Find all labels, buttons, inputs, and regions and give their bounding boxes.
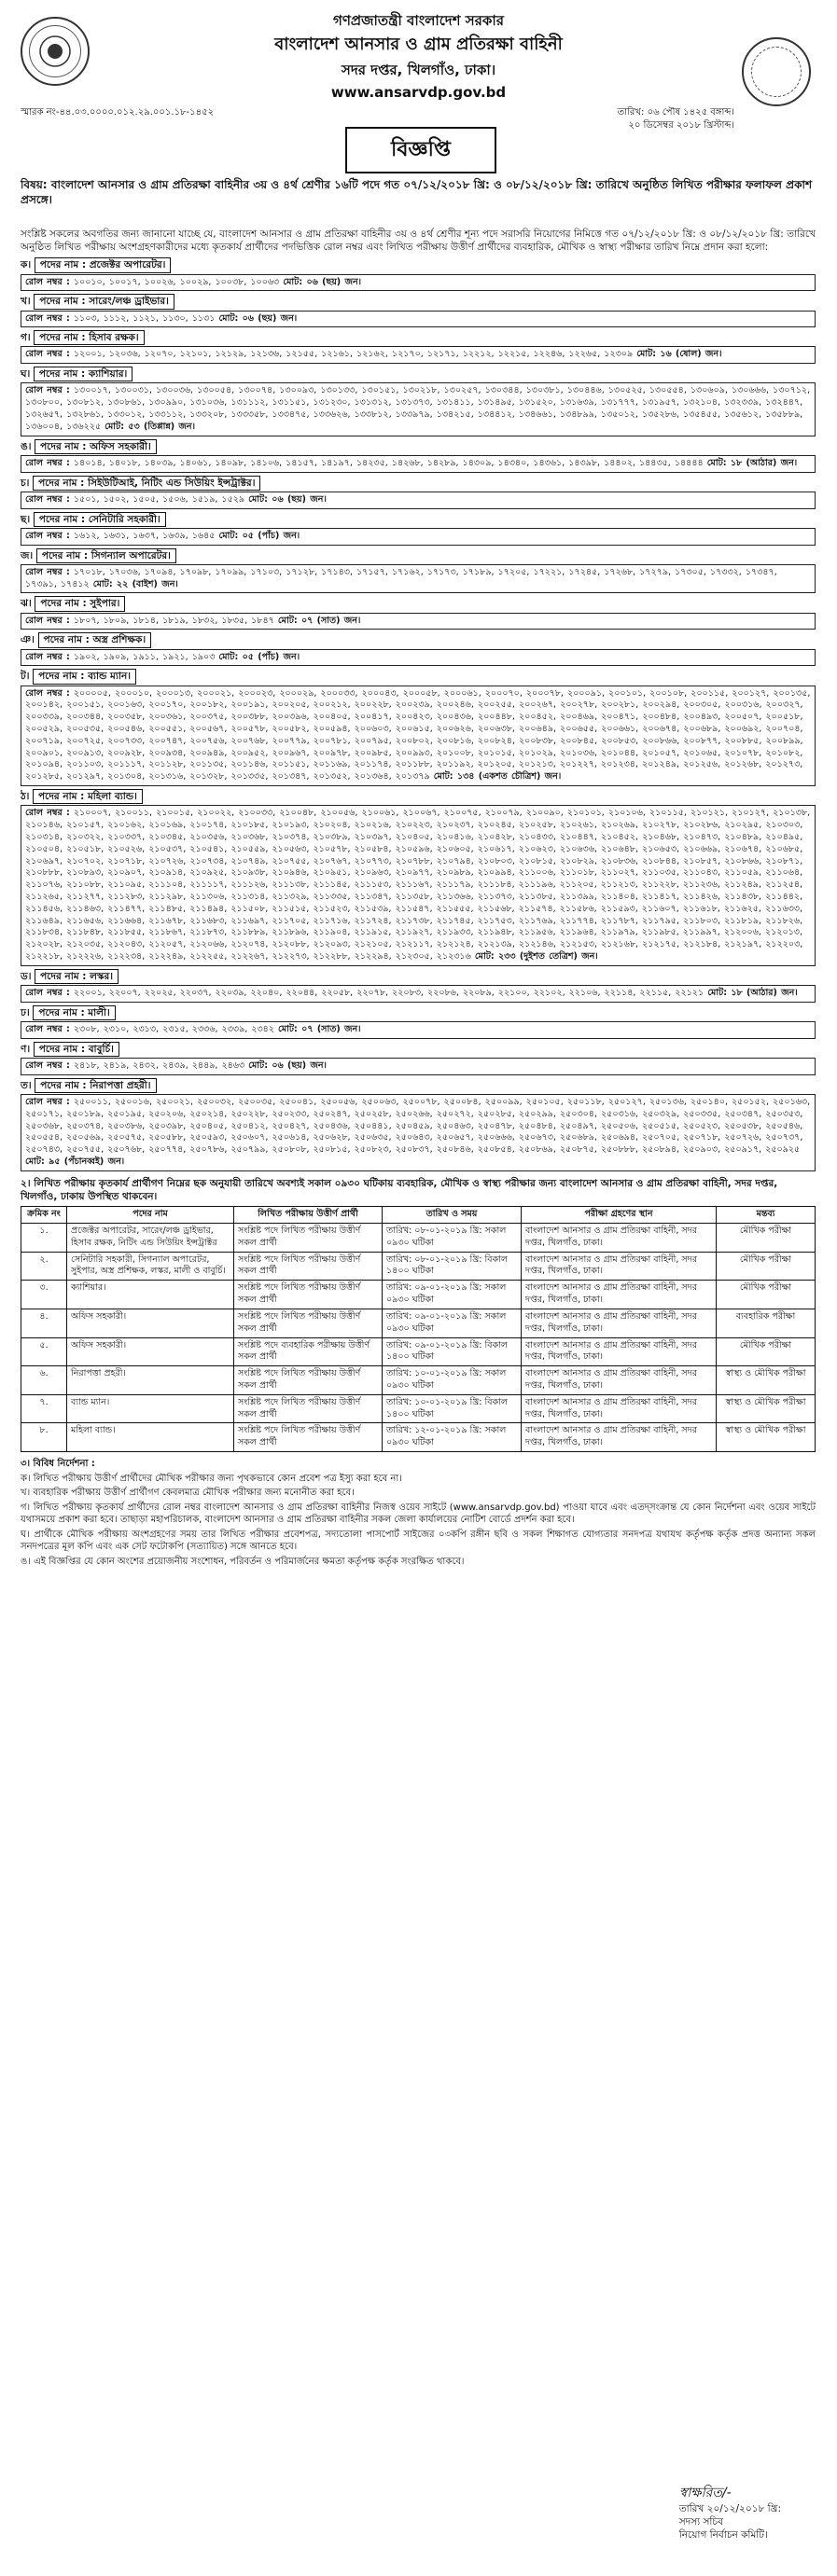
table-row <box>21 1337 816 1366</box>
roll-label: রোল নম্বর : <box>25 1096 70 1107</box>
post-title <box>21 512 816 527</box>
roll-numbers: ১২০০১, ১২০৩৬, ১২০৭০, ১২১০১, ১২১২৯, ১২১৩৬, ১২১৫৫, ১২১৬১, ১২১৬২, ১২১৭০, ১২১৭১, ১২২১২, ১২২১৫, ১২২৪৬, ১২২৬৫, ১২৩০৯ <box>73 349 634 360</box>
table-row <box>21 1394 816 1423</box>
roll-numbers: ২০০০০৫, ২০০০১০, ২০০০১৩, ২০০০২১, ২০০০২৩, ২০০০২৯, ২০০০৩৩, ২০০০৪৩, ২০০০৫৮, ২০০০৬১, ২০০০৭০, ২০০০৭৮, ২০০০৯১, ২০০১০১, ২০০১০৮, ২০০১১৫, ২০০১২৭, ২০০১৩৫, ২০০১৪২, ২০০১৫১, ২০০১৬৩, ২০০১৭০, ২০০১৮২, ২০০১৯১, ২০০২০৫, ২০০২১২, ২০০২২৮, ২০০২৩৯, ২০০২৪৬, ২০০২৫৫, ২০০২৬৭, ২০০২৭৮, ২০০২৮১, ২০০২৯৪, ২০০৩০৫, ২০০৩১৬, ২০০৩২৭, ২০০৩৩৯, ২০০৩৪৪, ২০০৩৫৮, ২০০৩৬১, ২০০৩৭৫, ২০০৩৮৮, ২০০৩৯৬, ২০০৪০৫, ২০০৪১৭, ২০০৪২৩, ২০০৪৩৬, ২০০৪৪৮, ২০০৪৫২, ২০০৪৬৯, ২০০৪৭১, ২০০৪৮৪, ২০০৪৯৩, ২০০৫০৭, ২০০৫১৮, ২০০৫২৯, ২০০৫৩৫, ২০০৫৪৬, ২০০৫৫১, ২০০৫৬৭, ২০০৫৭৮, ২০০৫৮২, ২০০৫৯৪, ২০০৬০৩, ২০০৬১৫, ২০০৬২৬, ২০০৬৩৮, ২০০৬৪৯, ২০০৬৫৫, ২০০৬৬১, ২০০৬৭৪, ২০০৬৮৯, ২০০৬৯২, ২০০৭০৪, ২০০৭১৯, ২০০৭২৫, ২০০৭৩৩, ২০০৭৪৭, ২০০৭৫৬, ২০০৭৬৮, ২০০৭৭৯, ২০০৭৮১, ২০০৭৯৫, ২০০৮০২, ২০০৮১৬, ২০০৮২৪, ২০০৮৩৮, ২০০৮৪৫, ২০০৮৫৩, ২০০৮৬৬, ২০০৮৭৭, ২০০৮৮৫, ২০০৮৯৯, ২০০৯০১, ২০০৯১৩, ২০০৯২৮, ২০০৯৩৪, ২০০৯৪৯, ২০০৯৫২, ২০০৯৬৭, ২০০৯৭৮, ২০০৯৮৫, ২০০৯৯৩, ২০১০০৮, ২০১০১৫, ২০১০২৯, ২০১০৩৬, ২০১০৪৪, ২০১০৫৭, ২০১০৬৫, ২০১০৭৮, ২০১০৮২, ২০১০৯৪, ২০১১০৩, ২০১১১৭, ২০১১২৮, ২০১১৩৫, ২০১১৪৬, ২০১১৫১, ২০১১৬৯, ২০১১৭৪, ২০১১৮৮, ২০১১৯২, ২০১২০৫, ২০১২১৩, ২০১২২৭, ২০১২৩৪, ২০১২৪৯, ২০১২৫৬, ২০১২৬৮, ২০১২৭৩, ২০১২৮৫, ২০১২৯৭, ২০১৩০৪, ২০১৩১৬, ২০১৩২৮, ২০১৩৩৫, ২০১৩৪৭, ২০১৩৫২, ২০১৩৬৪, ২০১৩৭৯ <box>25 687 811 782</box>
roll-list <box>21 311 816 328</box>
roll-list <box>21 564 816 594</box>
post-block <box>21 548 816 594</box>
org-name: বাংলাদেশ আনসার ও গ্রাম প্রতিরক্ষা বাহিনী <box>274 35 563 55</box>
cell-post: ক্যাশিয়ার। <box>67 1281 234 1309</box>
cell-venue: বাংলাদেশ আনসার ও গ্রাম প্রতিরক্ষা বাহিনী, সদর দপ্তর, খিলগাঁও, ঢাকা। <box>522 1281 717 1309</box>
roll-label: রোল নম্বর : <box>25 808 70 819</box>
post-index: ত। <box>21 1079 32 1091</box>
post-name: পদের নাম : সুইপার। <box>35 596 125 611</box>
post-block <box>21 330 816 364</box>
roll-numbers: ১৬১২, ১৬৩১, ১৬৩৭, ১৬৩৯, ১৬৪৫ <box>73 530 216 541</box>
website-url[interactable]: www.ansarvdp.gov.bd <box>330 83 507 101</box>
subject-line: বিষয়: বাংলাদেশ আনসার ও গ্রাম প্রতিরক্ষা বাহিনীর ৩য় ও ৪র্থ শ্রেণীর ১৬টি পদে গত ০৭/১২/২০১৮ খ্রি: ও ০৮/১২/২০১৮ খ্রি: তারিখে অনুষ্ঠিত লিখিত পরীক্ষার ফলাফল প্রকাশ প্রসঙ্গে। <box>21 178 813 207</box>
cell-candidates: সংশ্লিষ্ট পদে লিখিত পরীক্ষায় উত্তীর্ণ সকল প্রার্থী <box>234 1309 383 1337</box>
instruction-item: ক। লিখিত পরীক্ষায় উত্তীর্ণ প্রার্থীদের মৌখিক পরীক্ষার জন্য পৃথকভাবে কোন প্রবেশ পত্র ইস্যু করা হবে না। <box>21 1473 402 1484</box>
roll-total: মোট: ২২ (বাইশ) জন। <box>92 578 178 589</box>
roll-total: মোট: ০৬ (ছয়) জন। <box>218 312 298 324</box>
post-title <box>21 789 816 804</box>
post-name: পদের নাম : সেনিটারি সহকারী। <box>34 512 166 527</box>
cell-serial: ৬. <box>21 1366 67 1395</box>
cell-remarks: স্বাস্থ্য ও মৌখিক পরীক্ষা <box>717 1394 816 1423</box>
instruction-item: ঘ। প্রার্থীকে মৌখিক পরীক্ষায় অংশগ্রহণের সময় তার লিখিত পরীক্ষার প্রবেশপত্র, সদ্যতোলা পাসপোর্ট সাইজের ০৩কপি রঙ্গীন ছবি ও সকল শিক্ষাগত যোগ্যতার সনদপত্র যথাযথ কর্তৃপক্ষ কর্তৃক প্রদত্ত অন্যান্য সকল সনদপত্রের মূল কপি এবং এক সেট ফটোকপি (সত্যায়িত) সঙ্গে আনতে হবে। <box>21 1529 816 1552</box>
roll-label: রোল নম্বর : <box>25 457 70 468</box>
post-title <box>21 632 816 647</box>
roll-list <box>21 613 816 630</box>
cell-candidates: সংশ্লিষ্ট পদে লিখিত পরীক্ষায় উত্তীর্ণ সকল প্রার্থী <box>234 1366 383 1395</box>
roll-label: রোল নম্বর : <box>25 615 70 626</box>
post-block <box>21 1078 816 1171</box>
post-block <box>21 669 816 786</box>
roll-total: মোট: ০৭ (সাত) জন। <box>278 1024 361 1034</box>
roll-total: মোট: ০৫ (পাঁচ) জন। <box>218 530 300 541</box>
section-2-text: ২। লিখিত পরীক্ষায় কৃতকার্য প্রার্থীগণ নিম্নের ছক অনুযায়ী তারিখে অবশ্যই সকাল ০৯৩০ ঘটিকায় ব্যবহারিক, মৌখিক ও স্বাস্থ্য পরীক্ষার জন্য বাংলাদেশ আনসার ও গ্রাম প্রতিরক্ষা বাহিনী, সদর দপ্তর, খিলগাঁও, ঢাকায় উপস্থিত থাকবেন। <box>21 1177 778 1203</box>
roll-numbers: ১৮০৭, ১৮০৯, ১৮১৪, ১৮১৯, ১৮৩২, ১৮৩৫, ১৮৪৭ <box>73 615 274 626</box>
post-index: জ। <box>21 549 34 561</box>
cell-remarks: মৌখিক পরীক্ষা <box>717 1224 816 1253</box>
post-index: ক। <box>21 259 32 271</box>
table-row <box>21 1366 816 1395</box>
roll-total: মোট: ১৮ (আঠার) জন। <box>706 457 798 468</box>
exam-schedule-table <box>21 1206 816 1452</box>
cell-serial: ৮. <box>21 1423 67 1452</box>
post-block <box>21 969 816 1003</box>
instructions-heading: ৩। বিবিধ নির্দেশনা : <box>21 1459 95 1469</box>
post-name: পদের নাম : নিরাপত্তা প্রহরী। <box>35 1078 156 1093</box>
post-index: ঝ। <box>21 598 32 610</box>
post-index: গ। <box>21 332 31 344</box>
hq-address: সদর দপ্তর, খিলগাঁও, ঢাকা। <box>341 61 496 78</box>
post-index: খ। <box>21 296 31 308</box>
date-bangla: ০৬ পৌষ ১৪২৫ বঙ্গাব্দ। <box>647 107 734 118</box>
roll-total: মোট: ৫৩ (তিপ্পান্ন) জন। <box>105 421 196 432</box>
roll-label: রোল নম্বর : <box>25 566 70 577</box>
roll-total: মোট: ১৩৪ (একশত চৌত্রিশ) জন। <box>433 771 562 782</box>
roll-numbers: ১৭০১৮, ১৭০৩৬, ১৭০৯৪, ১৭০৯৮, ১৭০৯৯, ১৭১০৩, ১৭১২৮, ১৭১৪৩, ১৭১৫৭, ১৭১৬২, ১৭১৭৩, ১৭১৮৯, ১৭২০৫, ১৭২২১, ১৭২৪৫, ১৭২৬৮, ১৭২৭৯, ১৭৩০৫, ১৭৩৩২, ১৭৩৪৭, ১৭৩৯১, ১৭৪১২ <box>25 566 777 589</box>
cell-datetime: তারিখ: ০৮-০১-২০১৯ খ্রি: সকাল ০৯৩০ ঘটিকা <box>383 1224 522 1253</box>
roll-list <box>21 528 816 546</box>
letterhead <box>0 0 837 103</box>
cell-post: অফিস সহকারী। <box>67 1337 234 1366</box>
col-remarks: মন্তব্য <box>717 1207 816 1224</box>
post-index: ঞ। <box>21 634 35 646</box>
post-index: ড। <box>21 970 32 982</box>
table-row <box>21 1423 816 1452</box>
roll-label: রোল নম্বর : <box>25 1024 70 1034</box>
roll-total: মোট: ৯৫ (পঁচানব্বই) জন। <box>25 1156 125 1168</box>
post-title <box>21 257 816 272</box>
post-results-list <box>21 257 816 1171</box>
date-english: ২০ ডিসেম্বর ২০১৮ খ্রিস্টাব্দ। <box>628 119 734 131</box>
cell-datetime: তারিখ: ১০-০১-২০১৯ খ্রি: বিকাল ১৪০০ ঘটিকা <box>383 1394 522 1423</box>
signature-date: তারিখ ২০/১২/২০১৮ খ্রি: <box>678 2502 781 2514</box>
roll-total: মোট: ০৬ (ছয়) জন। <box>283 276 362 287</box>
intro-paragraph: সংশ্লিষ্ট সকলের অবগতির জন্য জানানো যাচ্ছে যে, বাংলাদেশ আনসার ও গ্রাম প্রতিরক্ষা বাহিনীর ৩য় ও ৪র্থ শ্রেণীর শূন্য পদে সরাসরি নিয়োগের নিমিত্তে গত ০৭/১২/২০১৮ খ্রি: ও ০৮/১২/২০১৮ খ্রি: তারিখে অনুষ্ঠিত লিখিত পরীক্ষায় অংশগ্রহণকারীদের মধ্যে কৃতকার্য প্রার্থীদের পদভিত্তিক রোল নম্বর এবং লিখিত পরীক্ষায় উত্তীর্ণ প্রার্থীদের ব্যবহারিক, মৌখিক ও স্বাস্থ্য পরীক্ষার তারিখ নিম্নে প্রদান করা হলো: <box>21 229 816 254</box>
post-block <box>21 1005 816 1039</box>
post-block <box>21 1042 816 1075</box>
roll-numbers: ২১০০০৭, ২১০০১১, ২১০০১৫, ২১০০২২, ২১০০৩৩, ২১০০৪৮, ২১০০৫৬, ২১০০৬১, ২১০০৬৭, ২১০০৭৫, ২১০০৭৯, ২১০০৯০, ২১০১০১, ২১০১০৬, ২১০১১৫, ২১০১২১, ২১০১২৭, ২১০১৩৮, ২১০১৪৬, ২১০১৫৭, ২১০১৬২, ২১০১৬৯, ২১০১৭৪, ২১০১৮৫, ২১০১৯৩, ২১০২০৪, ২১০২১৬, ২১০২২৩, ২১০২৩৭, ২১০২৪৫, ২১০২৫৮, ২১০২৬১, ২১০২৬৯, ২১০২৭৮, ২১০২৮৬, ২১০২৯৫, ২১০৩০৩, ২১০৩১৪, ২১০৩২২, ২১০৩৩৭, ২১০৩৪৫, ২১০৩৫৬, ২১০৩৬৮, ২১০৩৭৪, ২১০৩৮৯, ২১০৩৯৭, ২১০৪০৫, ২১০৪১৬, ২১০৪২৮, ২১০৪৩৩, ২১০৪৪৭, ২১০৪৫২, ২১০৪৬৮, ২১০৪৭৩, ২১০৪৮৯, ২১০৪৯৫, ২১০৫০৪, ২১০৫১৮, ২১০৫২৬, ২১০৫৩৭, ২১০৫৪১, ২১০৫৫৯, ২১০৫৬৩, ২১০৫৭৮, ২১০৫৮৪, ২১০৫৯৬, ২১০৬০৫, ২১০৬১৭, ২১০৬২৩, ২১০৬৩৬, ২১০৬৪৮, ২১০৬৫৩, ২১০৬৬৯, ২১০৬৭৪, ২১০৬৮৫, ২১০৬৯৭, ২১০৭০২, ২১০৭১৮, ২১০৭২৬, ২১০৭৩৪, ২১০৭৪৯, ২১০৭৫৫, ২১০৭৬৭, ২১০৭৭৩, ২১০৭৮৮, ২১০৭৯৪, ২১০৮০৩, ২১০৮১৫, ২১০৮২৯, ২১০৮৩৬, ২১০৮৪৪, ২১০৮৫৭, ২১০৮৬৬, ২১০৮৭১, ২১০৮৮৮, ২১০৮৯৩, ২১০৯০৭, ২১০৯১৪, ২১০৯২৫, ২১০৯৩৮, ২১০৯৪৬, ২১০৯৫১, ২১০৯৬৩, ২১০৯৭৭, ২১০৯৮৯, ২১০৯৯৪, ২১১০০৬, ২১১০১৮, ২১১০২৭, ২১১০৩৫, ২১১০৪৩, ২১১০৫৯, ২১১০৬৪, ২১১০৭৬, ২১১০৮৮, ২১১০৯৫, ২১১১০৪, ২১১১১৭, ২১১১২৬, ২১১১৩৮, ২১১১৪৫, ২১১১৫৩, ২১১১৬৭, ২১১১৭৯, ২১১১৮৪, ২১১১৯৬, ২১১২০৫, ২১১২১৩, ২১১২২৮, ২১১২৩৬, ২১১২৪৯, ২১১২৫৪, ২১১২৬৫, ২১১২৭৭, ২১১২৮৩, ২১১২৯৮, ২১১৩০৬, ২১১৩১৪, ২১১৩২৯, ২১১৩৩৫, ২১১৩৪৭, ২১১৩৫৮, ২১১৩৬৬, ২১১৩৭৩, ২১১৩৮৫, ২১১৩৯৯, ২১১৪০৪, ২১১৪১৭, ২১১৪২৬, ২১১৪৩৮, ২১১৪৪২, ২১১৪৫৬, ২১১৪৬৩, ২১১৪৭৭, ২১১৪৮৫, ২১১৪৯৪, ২১১৫০৮, ২১১৫১৫, ২১১৫২৩, ২১১৫৩৯, ২১১৫৪৭, ২১১৫৫৫, ২১১৫৬৮, ২১১৫৭৪, ২১১৫৮৬, ২১১৫৯৩, ২১১৬০৭, ২১১৬১৮, ২১১৬২৫, ২১১৬৩৩, ২১১৬৪৯, ২১১৬৫৬, ২১১৬৬৪, ২১১৬৭৮, ২১১৬৮৩, ২১১৬৯৭, ২১১৭০৫, ২১১৭১৬, ২১১৭২৪, ২১১৭৩৮, ২১১৭৪৫, ২১১৭৫৩, ২১১৭৬৯, ২১১৭৭৪, ২১১৭৮৭, ২১১৭৯৫, ২১১৮০৩, ২১১৮১৯, ২১১৮২৬, ২১১৮৩৪, ২১১৮৪৮, ২১১৮৫৫, ২১১৮৬৭, ২১১৮৭৩, ২১১৮৮৯, ২১১৮৯৬, ২১১৯০৪, ২১১৯১৫, ২১১৯২৭, ২১১৯৩৩, ২১১৯৪৮, ২১১৯৫৬, ২১১৯৬৪, ২১১৯৭৯, ২১১৯৮৫, ২১১৯৯৭, ২১২০০৬, ২১২০১৩, ২১২০২৮, ২১২০৩৫, ২১২০৪৩, ২১২০৫৭, ২১২০৬৬, ২১২০৭৪, ২১২০৮৮, ২১২০৯৩, ২১২১০৫, ২১২১১৭, ২১২১২৪, ২১২১৩৯, ২১২১৪৬, ২১২১৫৩, ২১২১৬৮, ২১২১৭৫, ২১২১৮৪, ২১২১৯৭, ২১২২০৩, ২১২২১৮, ২১২২২৬, ২১২২৩৪, ২১২২৪৯, ২১২২৫৫, ২১২২৬৭, ২১২২৭৩, ২১২২৮৮, ২১২২৯৪, ২১২৩০৫, ২১২৩১৬ <box>25 808 811 963</box>
col-post: পদের নাম <box>67 1207 234 1224</box>
roll-numbers: ২৪১৮, ২৪১৯, ২৪৩২, ২৪৩৯, ২৪৪৯, ২৪৬৩ <box>73 1059 245 1071</box>
notice-body <box>21 228 816 1568</box>
post-block <box>21 439 816 473</box>
post-name: পদের নাম : মহিলা ব্যান্ড। <box>33 789 143 804</box>
cell-venue: বাংলাদেশ আনসার ও গ্রাম প্রতিরক্ষা বাহিনী, সদর দপ্তর, খিলগাঁও, ঢাকা। <box>522 1337 717 1366</box>
cell-serial: ৫. <box>21 1337 67 1366</box>
table-row <box>21 1309 816 1337</box>
cell-datetime: তারিখ: ০৯-০১-২০১৯ খ্রি: সকাল ০৯৩০ ঘটিকা <box>383 1281 522 1309</box>
roll-list <box>21 1021 816 1039</box>
roll-numbers: ১৫০১, ১৫০২, ১৫০৫, ১৫০৬, ১৫১৯, ১৫২৯ <box>73 493 245 505</box>
post-index: ঘ। <box>21 368 31 381</box>
col-candidates: লিখিত পরীক্ষায় উত্তীর্ণ প্রার্থী <box>234 1207 383 1224</box>
cell-serial: ২. <box>21 1252 67 1281</box>
table-row <box>21 1252 816 1281</box>
cell-candidates: সংশ্লিষ্ট পদে ব্যবহারিক পরীক্ষায় উত্তীর্ণ সকল প্রার্থী <box>234 1337 383 1366</box>
post-title <box>21 548 816 563</box>
roll-label: রোল নম্বর : <box>25 651 70 662</box>
post-index: ট। <box>21 671 30 683</box>
post-block <box>21 367 816 436</box>
cell-remarks: ব্যবহারিক পরীক্ষা <box>717 1309 816 1337</box>
cell-post: মহিলা ব্যান্ড। <box>67 1423 234 1452</box>
post-title <box>21 1078 816 1093</box>
cell-venue: বাংলাদেশ আনসার ও গ্রাম প্রতিরক্ষা বাহিনী, সদর দপ্তর, খিলগাঁও, ঢাকা। <box>522 1394 717 1423</box>
post-name: পদের নাম : লস্কর। <box>35 969 119 984</box>
instruction-item: খ। ব্যবহারিক পরীক্ষায় উত্তীর্ণ প্রার্থীগণ কেবলমাত্র মৌখিক পরীক্ষার জন্য মনোনীত করা হবে। <box>21 1488 355 1498</box>
cell-candidates: সংশ্লিষ্ট পদে লিখিত পরীক্ষায় উত্তীর্ণ সকল প্রার্থী <box>234 1423 383 1452</box>
roll-numbers: ২৩০৮, ২৩১০, ২৩১৩, ২৩১৫, ২৩৩৬, ২৩৩৯, ২৩৪২ <box>73 1024 274 1034</box>
table-row <box>21 1281 816 1309</box>
roll-total: মোট: ০৫ (পাঁচ) জন। <box>218 651 300 662</box>
cell-candidates: সংশ্লিষ্ট পদে লিখিত পরীক্ষায় উত্তীর্ণ সকল প্রার্থী <box>234 1394 383 1423</box>
roll-list <box>21 492 816 509</box>
roll-label: রোল নম্বর : <box>25 312 70 324</box>
post-index: ছ। <box>21 513 31 525</box>
signature-block <box>679 2485 781 2541</box>
cell-post: অফিস সহকারী। <box>67 1309 234 1337</box>
post-title <box>21 596 816 611</box>
roll-list <box>21 1094 816 1171</box>
cell-remarks: স্বাস্থ্য ও মৌখিক পরীক্ষা <box>717 1366 816 1395</box>
roll-list <box>21 805 816 966</box>
roll-label: রোল নম্বর : <box>25 276 70 287</box>
roll-label: রোল নম্বর : <box>25 988 70 999</box>
cell-post: নিরাপত্তা প্রহরী। <box>67 1366 234 1395</box>
cell-candidates: সংশ্লিষ্ট পদে লিখিত পরীক্ষায় উত্তীর্ণ সকল প্রার্থী <box>234 1281 383 1309</box>
post-name: পদের নাম : সারেং/লঞ্চ ড্রাইভার। <box>34 294 174 309</box>
post-title <box>21 439 816 454</box>
roll-list <box>21 346 816 364</box>
post-block <box>21 294 816 327</box>
cell-venue: বাংলাদেশ আনসার ও গ্রাম প্রতিরক্ষা বাহিনী, সদর দপ্তর, খিলগাঁও, ঢাকা। <box>522 1423 717 1452</box>
post-title <box>21 330 816 345</box>
table-header-row <box>21 1207 816 1224</box>
roll-numbers: ১৯০২, ১৯০৯, ১৯১১, ১৯২১, ১৯০৩ <box>73 651 216 662</box>
roll-list <box>21 455 816 473</box>
post-index: ণ। <box>21 1043 31 1055</box>
notice-title: বিজ্ঞপ্তি <box>345 127 496 173</box>
roll-list <box>21 649 816 667</box>
post-name: পদের নাম : সিগন্যাল অপারেটর। <box>36 548 176 563</box>
post-block <box>21 476 816 509</box>
post-index: ঢ। <box>21 1006 30 1018</box>
cell-venue: বাংলাদেশ আনসার ও গ্রাম প্রতিরক্ষা বাহিনী, সদর দপ্তর, খিলগাঁও, ঢাকা। <box>522 1309 717 1337</box>
post-name: পদের নাম : ব্যান্ড ম্যান। <box>33 669 136 684</box>
signature-mark: স্বাক্ষরিত/- <box>678 2486 732 2500</box>
roll-total: মোট: ১৮ (আঠার) জন। <box>707 988 798 999</box>
post-block <box>21 789 816 966</box>
roll-numbers: ১৩০০১৭, ১৩০০৩১, ১৩০০৩৬, ১৩০০৫৪, ১৩০০৭৪, ১৩০০৯৩, ১৩০১৩৩, ১৩০১৫১, ১৩০২১৮, ১৩০২৫৭, ১৩০৩৪৪, ১৩০৩৮১, ১৩০৪৪৬, ১৩০৫২৫, ১৩০৫৫৪, ১৩০৬০৯, ১৩০৬৬৬, ১৩০৭১২, ১৩০৮০০, ১৩০৮১২, ১৩০৮৬১, ১৩০৯৯০, ১৩১০৩৬, ১৩১১১২, ১৩১১৫১, ১৩১২৩০, ১৩১৩১২, ১৩১৩৭৩, ১৩১৪১১, ১৩১৪৯৫, ১৩১৫২০, ১৩১৬৩৯, ১৩১৭৭৭, ১৩১৯৫৭, ১৩২১০৪, ১৩২৩৩৯, ১৩২৪৪৭, ১৩২৬৫৭, ১৩২৮৬১, ১৩৩০১২, ১৩৩১১২, ১৩৩২০৮, ১৩৩৩৫৮, ১৩৩৪৭৫, ১৩৩৬২৬, ১৩৩৮১২, ১৩৩৯৭৯, ১৩৪২১৫, ১৩৪৪১২, ১৩৪৬৬১, ১৩৪৮৯৯, ১৩৫০১২, ১৩৫২৮৬, ১৩৫৪৫৫, ১৩৫৬১২, ১৩৫৮৮৯, ১৩৬০০৪, ১৩৬২২৫ <box>25 385 811 432</box>
roll-list <box>21 1058 816 1075</box>
post-block <box>21 596 816 630</box>
roll-label: রোল নম্বর : <box>25 1059 70 1071</box>
post-block <box>21 257 816 291</box>
col-datetime: তারিখ ও সময় <box>383 1207 522 1224</box>
roll-label: রোল নম্বর : <box>25 493 70 505</box>
post-title <box>21 367 816 381</box>
roll-label: রোল নম্বর : <box>25 687 70 699</box>
cell-post: সেনিটারি সহকারী, সিগন্যাল অপারেটর, সুইপার, অস্ত্র প্রশিক্ষক, লস্কর, মালী ও বাবুর্চি। <box>67 1252 234 1281</box>
roll-total: মোট: ০৭ (সাত) জন। <box>277 615 361 626</box>
roll-total: মোট: ২৩৩ (দুইশত তেত্রিশ) জন। <box>474 951 598 963</box>
cell-post: প্রজেক্টর অপারেটর, সারেং/লঞ্চ ড্রাইভার, হিসাব রক্ষক, নিটিং এন্ড সিউয়িং ইন্সট্রাক্টর <box>67 1224 234 1253</box>
cell-serial: ৩. <box>21 1281 67 1309</box>
cell-post: ব্যান্ড ম্যান। <box>67 1394 234 1423</box>
ansar-vdp-emblem-icon <box>742 37 811 106</box>
post-block <box>21 512 816 546</box>
cell-datetime: তারিখ: ১০-০১-২০১৯ খ্রি: সকাল ০৯৩০ ঘটিকা <box>383 1366 522 1395</box>
instruction-item: গ। লিখিত পরীক্ষায় কৃতকার্য প্রার্থীদের রোল নম্বর বাংলাদেশ আনসার ও গ্রাম প্রতিরক্ষা বাহিনীর নিজস্ব ওয়েব সাইটে (www.ansarvdp.gov.bd) পাওয়া যাবে এবং এতদ্সংক্রান্ত যে কোন নির্দেশনা এবং ওয়েব সাইটে যথাসময়ে প্রকাশ করা হবে। তাছাড়া মহাপরিচালক, বাংলাদেশ আনসার ও গ্রাম প্রতিরক্ষা বাহিনীর সকল জেলা কার্যালয়ের নোটিশ বোর্ডে প্রদর্শন করা হবে। <box>21 1502 816 1525</box>
roll-list <box>21 686 816 787</box>
post-name: পদের নাম : অফিস সহকারী। <box>35 439 157 454</box>
date-label: তারিখ: <box>617 107 645 118</box>
col-serial: ক্রমিক নং <box>21 1207 67 1224</box>
post-index: চ। <box>21 477 30 489</box>
roll-list <box>21 985 816 1003</box>
roll-total: মোট: ০৬ (ছয়) জন। <box>248 493 327 505</box>
roll-list <box>21 382 816 436</box>
cell-remarks: স্বাস্থ্য ও মৌখিক পরীক্ষা <box>717 1423 816 1452</box>
roll-total: মোট: ১৬ (ষোল) জন। <box>636 349 722 360</box>
cell-serial: ৭. <box>21 1394 67 1423</box>
gov-line: গণপ্রজাতন্ত্রী বাংলাদেশ সরকার <box>333 12 504 29</box>
cell-datetime: তারিখ: ১২-০১-২০১৯ খ্রি: সকাল ০৯৩০ ঘটিকা <box>383 1423 522 1452</box>
table-row <box>21 1224 816 1253</box>
signatory-title: সদস্য সচিব <box>678 2516 723 2528</box>
roll-list <box>21 274 816 292</box>
post-index: ঙ। <box>21 440 32 452</box>
post-title <box>21 1005 816 1020</box>
roll-numbers: ১১০৩, ১১১২, ১১২১, ১১৩০, ১১৩১ <box>73 312 216 324</box>
cell-venue: বাংলাদেশ আনসার ও গ্রাম প্রতিরক্ষা বাহিনী, সদর দপ্তর, খিলগাঁও, ঢাকা। <box>522 1224 717 1253</box>
post-index: ঠ। <box>21 791 30 803</box>
cell-candidates: সংশ্লিষ্ট পদে লিখিত পরীক্ষায় উত্তীর্ণ সকল প্রার্থী <box>234 1252 383 1281</box>
memo-number: স্মারক নং-৪৪.০৩.০০০০.০১২.২৯.০০১.১৮-১৪৫২ <box>21 107 215 118</box>
roll-numbers: ১৪০১৪, ১৪০১৮, ১৪০৩৯, ১৪০৬১, ১৪০৯৮, ১৪১০৬, ১৪১৫৭, ১৪১৯৭, ১৪২৩৫, ১৪২৬৮, ১৪২৮৯, ১৪৩০৯, ১৪৩৪০, ১৪৩৬১, ১৪৩৯৮, ১৪৪০২, ১৪৪৩৫, ১৪৪৪৪ <box>73 457 704 468</box>
roll-label: রোল নম্বর : <box>25 530 70 541</box>
post-name: পদের নাম : ক্যাশিয়ার। <box>34 367 133 381</box>
post-title <box>21 1042 816 1057</box>
cell-datetime: তারিখ: ০৯-০১-২০১৯ খ্রি: বিকাল ১৪০০ ঘটিকা <box>383 1337 522 1366</box>
post-name: পদের নাম : বাবুর্চি। <box>34 1042 119 1057</box>
post-name: পদের নাম : মালী। <box>33 1005 115 1020</box>
roll-numbers: ১০০১০, ১০০১৭, ১০০২৬, ১০০২৯, ১০০৩৮, ১০০৬৩ <box>73 276 280 287</box>
committee-name: নিয়োগ নির্বাচন কমিটি। <box>678 2529 768 2541</box>
post-title <box>21 294 816 309</box>
cell-remarks: মৌখিক পরীক্ষা <box>717 1281 816 1309</box>
cell-datetime: তারিখ: ০৮-০১-২০১৯ খ্রি: বিকাল ১৪০০ ঘটিকা <box>383 1252 522 1281</box>
post-name: পদের নাম : অস্ত্র প্রশিক্ষক। <box>38 632 152 647</box>
post-name: পদের নাম : হিসাব রক্ষক। <box>34 330 144 345</box>
cell-venue: বাংলাদেশ আনসার ও গ্রাম প্রতিরক্ষা বাহিনী, সদর দপ্তর, খিলগাঁও, ঢাকা। <box>522 1252 717 1281</box>
roll-numbers: ২৫০০১১, ২৫০০১৬, ২৫০০২১, ২৫০০৩২, ২৫০০৩৫, ২৫০০৪১, ২৫০০৫৬, ২৫০০৬৩, ২৫০০৭৮, ২৫০০৮৪, ২৫০০৯৯, ২৫০১০৫, ২৫০১১৮, ২৫০১২৭, ২৫০১৩৬, ২৫০১৪০, ২৫০১৫২, ২৫০১৬৩, ২৫০১৭১, ২৫০১৮৯, ২৫০১৯৫, ২৫০২০৬, ২৫০২১৪, ২৫০২২৮, ২৫০২৩৩, ২৫০২৪৭, ২৫০২৫৮, ২৫০২৬৬, ২৫০২৭২, ২৫০২৮৫, ২৫০২৯৯, ২৫০৩০৪, ২৫০৩১৬, ২৫০৩২৯, ২৫০৩৩৫, ২৫০৩৪৭, ২৫০৩৫৩, ২৫০৩৬৮, ২৫০৩৭৪, ২৫০৩৮৬, ২৫০৩৯৮, ২৫০৪০৫, ২৫০৪১২, ২৫০৪২৭, ২৫০৪৩৬, ২৫০৪৪১, ২৫০৪৫৯, ২৫০৪৬৩, ২৫০৪৭৮, ২৫০৪৮৪, ২৫০৪৯৭, ২৫০৫০৬, ২৫০৫১৫, ২৫০৫২৩, ২৫০৫৩৮, ২৫০৫৪৬, ২৫০৫৫৪, ২৫০৫৬৯, ২৫০৫৭৫, ২৫০৫৮৮, ২৫০৫৯৩, ২৫০৬০৭, ২৫০৬১৪, ২৫০৬২৮, ২৫০৬৩৫, ২৫০৬৪৩, ২৫০৬৫৭, ২৫০৬৬৬, ২৫০৬৭৩, ২৫০৬৮৯, ২৫০৬৯৪, ২৫০৭০৫, ২৫০৭১৮, ২৫০৭২৬, ২৫০৭৩৭, ২৫০৭৪৩, ২৫০৭৫৫, ২৫০৭৬৮, ২৫০৭৭৪, ২৫০৭৮৬, ২৫০৭৯৯, ২৫০৮০৮, ২৫০৮১৫, ২৫০৮২৩, ২৫০৮৩৭, ২৫০৮৪৬, ২৫০৮৫৪, ২৫০৮৬৯, ২৫০৮৭৫, ২৫০৮৮৮, ২৫০৮৯৪, ২৫০৯০৩, ২৫০৯১৭, ২৫০৯২৫ <box>25 1096 811 1156</box>
roll-label: রোল নম্বর : <box>25 385 70 396</box>
roll-total: মোট: ০৬ (ছয়) জন। <box>248 1059 327 1071</box>
cell-datetime: তারিখ: ০৯-০১-২০১৯ খ্রি: সকাল ০৯৩০ ঘটিকা <box>383 1309 522 1337</box>
post-name: পদের নাম : প্রজেক্টর অপারেটর। <box>35 257 172 272</box>
col-venue: পরীক্ষা গ্রহণের স্থান <box>522 1207 717 1224</box>
post-title <box>21 969 816 984</box>
date-block <box>618 106 734 132</box>
cell-serial: ৪. <box>21 1309 67 1337</box>
roll-numbers: ২২০০১, ২২০০৭, ২২০২৫, ২২০৩৭, ২২০৩৯, ২২০৪০, ২২০৪৪, ২২০৫৮, ২২০৭৮, ২২০৮৩, ২২০৮৬, ২২০৮৯, ২২১০০, ২২১০২, ২২১০৬, ২২১১৪, ২২১১৫, ২২১২১ <box>73 988 704 999</box>
misc-instructions <box>21 1458 816 1568</box>
cell-candidates: সংশ্লিষ্ট পদে লিখিত পরীক্ষায় উত্তীর্ণ সকল প্রার্থী <box>234 1224 383 1253</box>
post-block <box>21 632 816 666</box>
cell-venue: বাংলাদেশ আনসার ও গ্রাম প্রতিরক্ষা বাহিনী, সদর দপ্তর, খিলগাঁও, ঢাকা। <box>522 1366 717 1395</box>
roll-label: রোল নম্বর : <box>25 349 70 360</box>
instruction-item: ঙ। এই বিজ্ঞপ্তির যে কোন অংশের প্রয়োজনীয় সংশোধন, পরিবর্তন ও পরিমার্জনের ক্ষমতা কর্তৃপক্ষ কর্তৃক সংরক্ষিত থাকবে। <box>21 1556 465 1567</box>
cell-serial: ১. <box>21 1224 67 1253</box>
post-name: পদের নাম : সিইউটিআই, নিটিং এন্ড সিউয়িং ইন্সট্রাক্টর। <box>33 476 260 491</box>
post-title <box>21 476 816 491</box>
post-title <box>21 669 816 684</box>
cell-remarks: মৌখিক পরীক্ষা <box>717 1252 816 1281</box>
cell-remarks: মৌখিক পরীক্ষা <box>717 1337 816 1366</box>
